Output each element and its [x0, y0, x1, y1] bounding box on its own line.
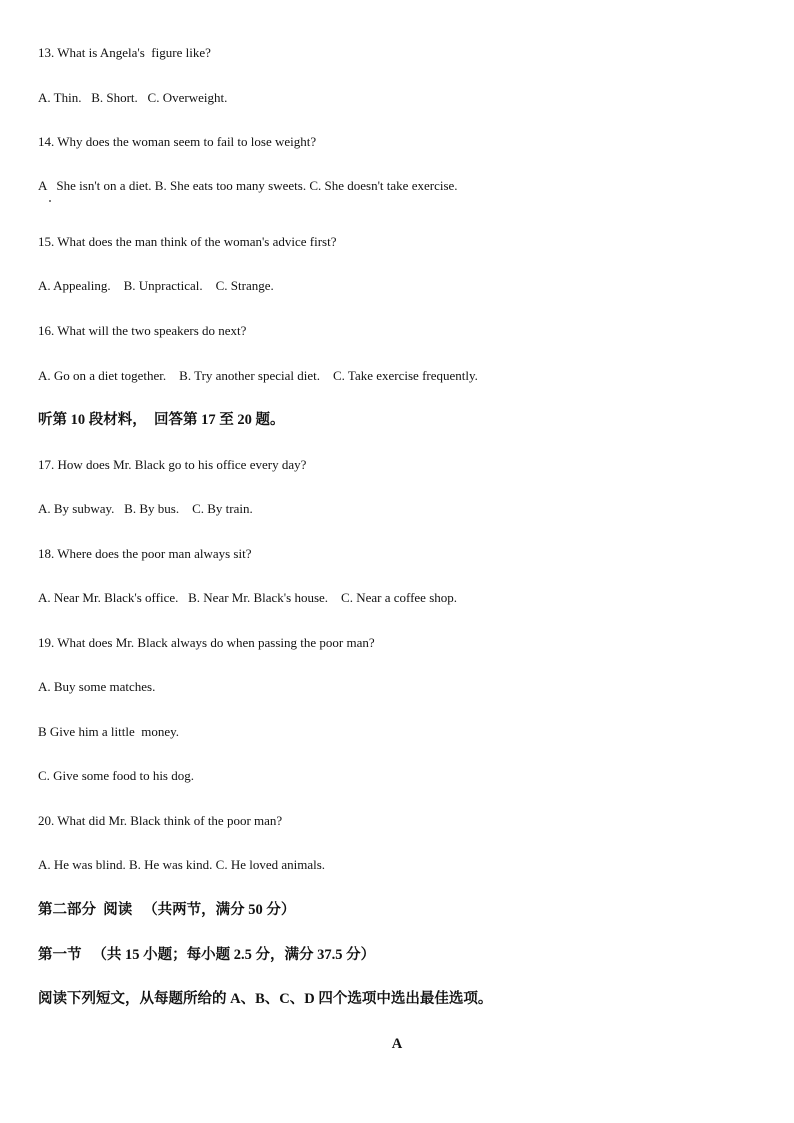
question-17-options: A. By subway. B. By bus. C. By train.: [38, 501, 253, 516]
question-20-options: A. He was blind. B. He was kind. C. He loved animals.: [38, 857, 326, 872]
question-13-options: A. Thin. B. Short. C. Overweight.: [38, 90, 228, 105]
question-18: 18. Where does the poor man always sit?: [38, 546, 252, 561]
question-19-option-a: A. Buy some matches.: [38, 679, 156, 694]
question-19-option-c: C. Give some food to his dog.: [38, 768, 194, 783]
question-18-options: A. Near Mr. Black's office. B. Near Mr. Black's house. C. Near a coffee shop.: [38, 590, 458, 605]
question-14-options: A She isn't on a diet. B. She eats too many sweets. C. She doesn't take exercise.: [38, 178, 458, 193]
stray-dot-mark: [49, 200, 51, 202]
question-17: 17. How does Mr. Black go to his office every day?: [38, 457, 307, 472]
reading-instruction: 阅读下列短文，从每题所给的 A、B、C、D 四个选项中选出最佳选项。: [38, 991, 493, 1007]
question-13: 13. What is Angela's figure like?: [38, 45, 211, 60]
question-16-options: A. Go on a diet together. B. Try another special diet. C. Take exercise frequently.: [38, 368, 478, 383]
question-19-option-b: B Give him a little money.: [38, 724, 180, 739]
question-14: 14. Why does the woman seem to fail to lose weight?: [38, 134, 317, 149]
question-16: 16. What will the two speakers do next?: [38, 323, 247, 338]
question-15: 15. What does the man think of the woman's advice first?: [38, 234, 337, 249]
question-20: 20. What did Mr. Black think of the poor man?: [38, 813, 283, 828]
section-1-heading: 第一节 （共 15 小题；每小题 2.5 分，满分 37.5 分）: [38, 947, 376, 963]
question-19: 19. What does Mr. Black always do when passing the poor man?: [38, 635, 375, 650]
question-15-options: A. Appealing. B. Unpractical. C. Strange.: [38, 278, 274, 293]
passage-label: A: [391, 1036, 403, 1052]
section-10-heading: 听第 10 段材料， 回答第 17 至 20 题。: [38, 412, 285, 428]
part-2-heading: 第二部分 阅读 （共两节，满分 50 分）: [38, 902, 296, 918]
